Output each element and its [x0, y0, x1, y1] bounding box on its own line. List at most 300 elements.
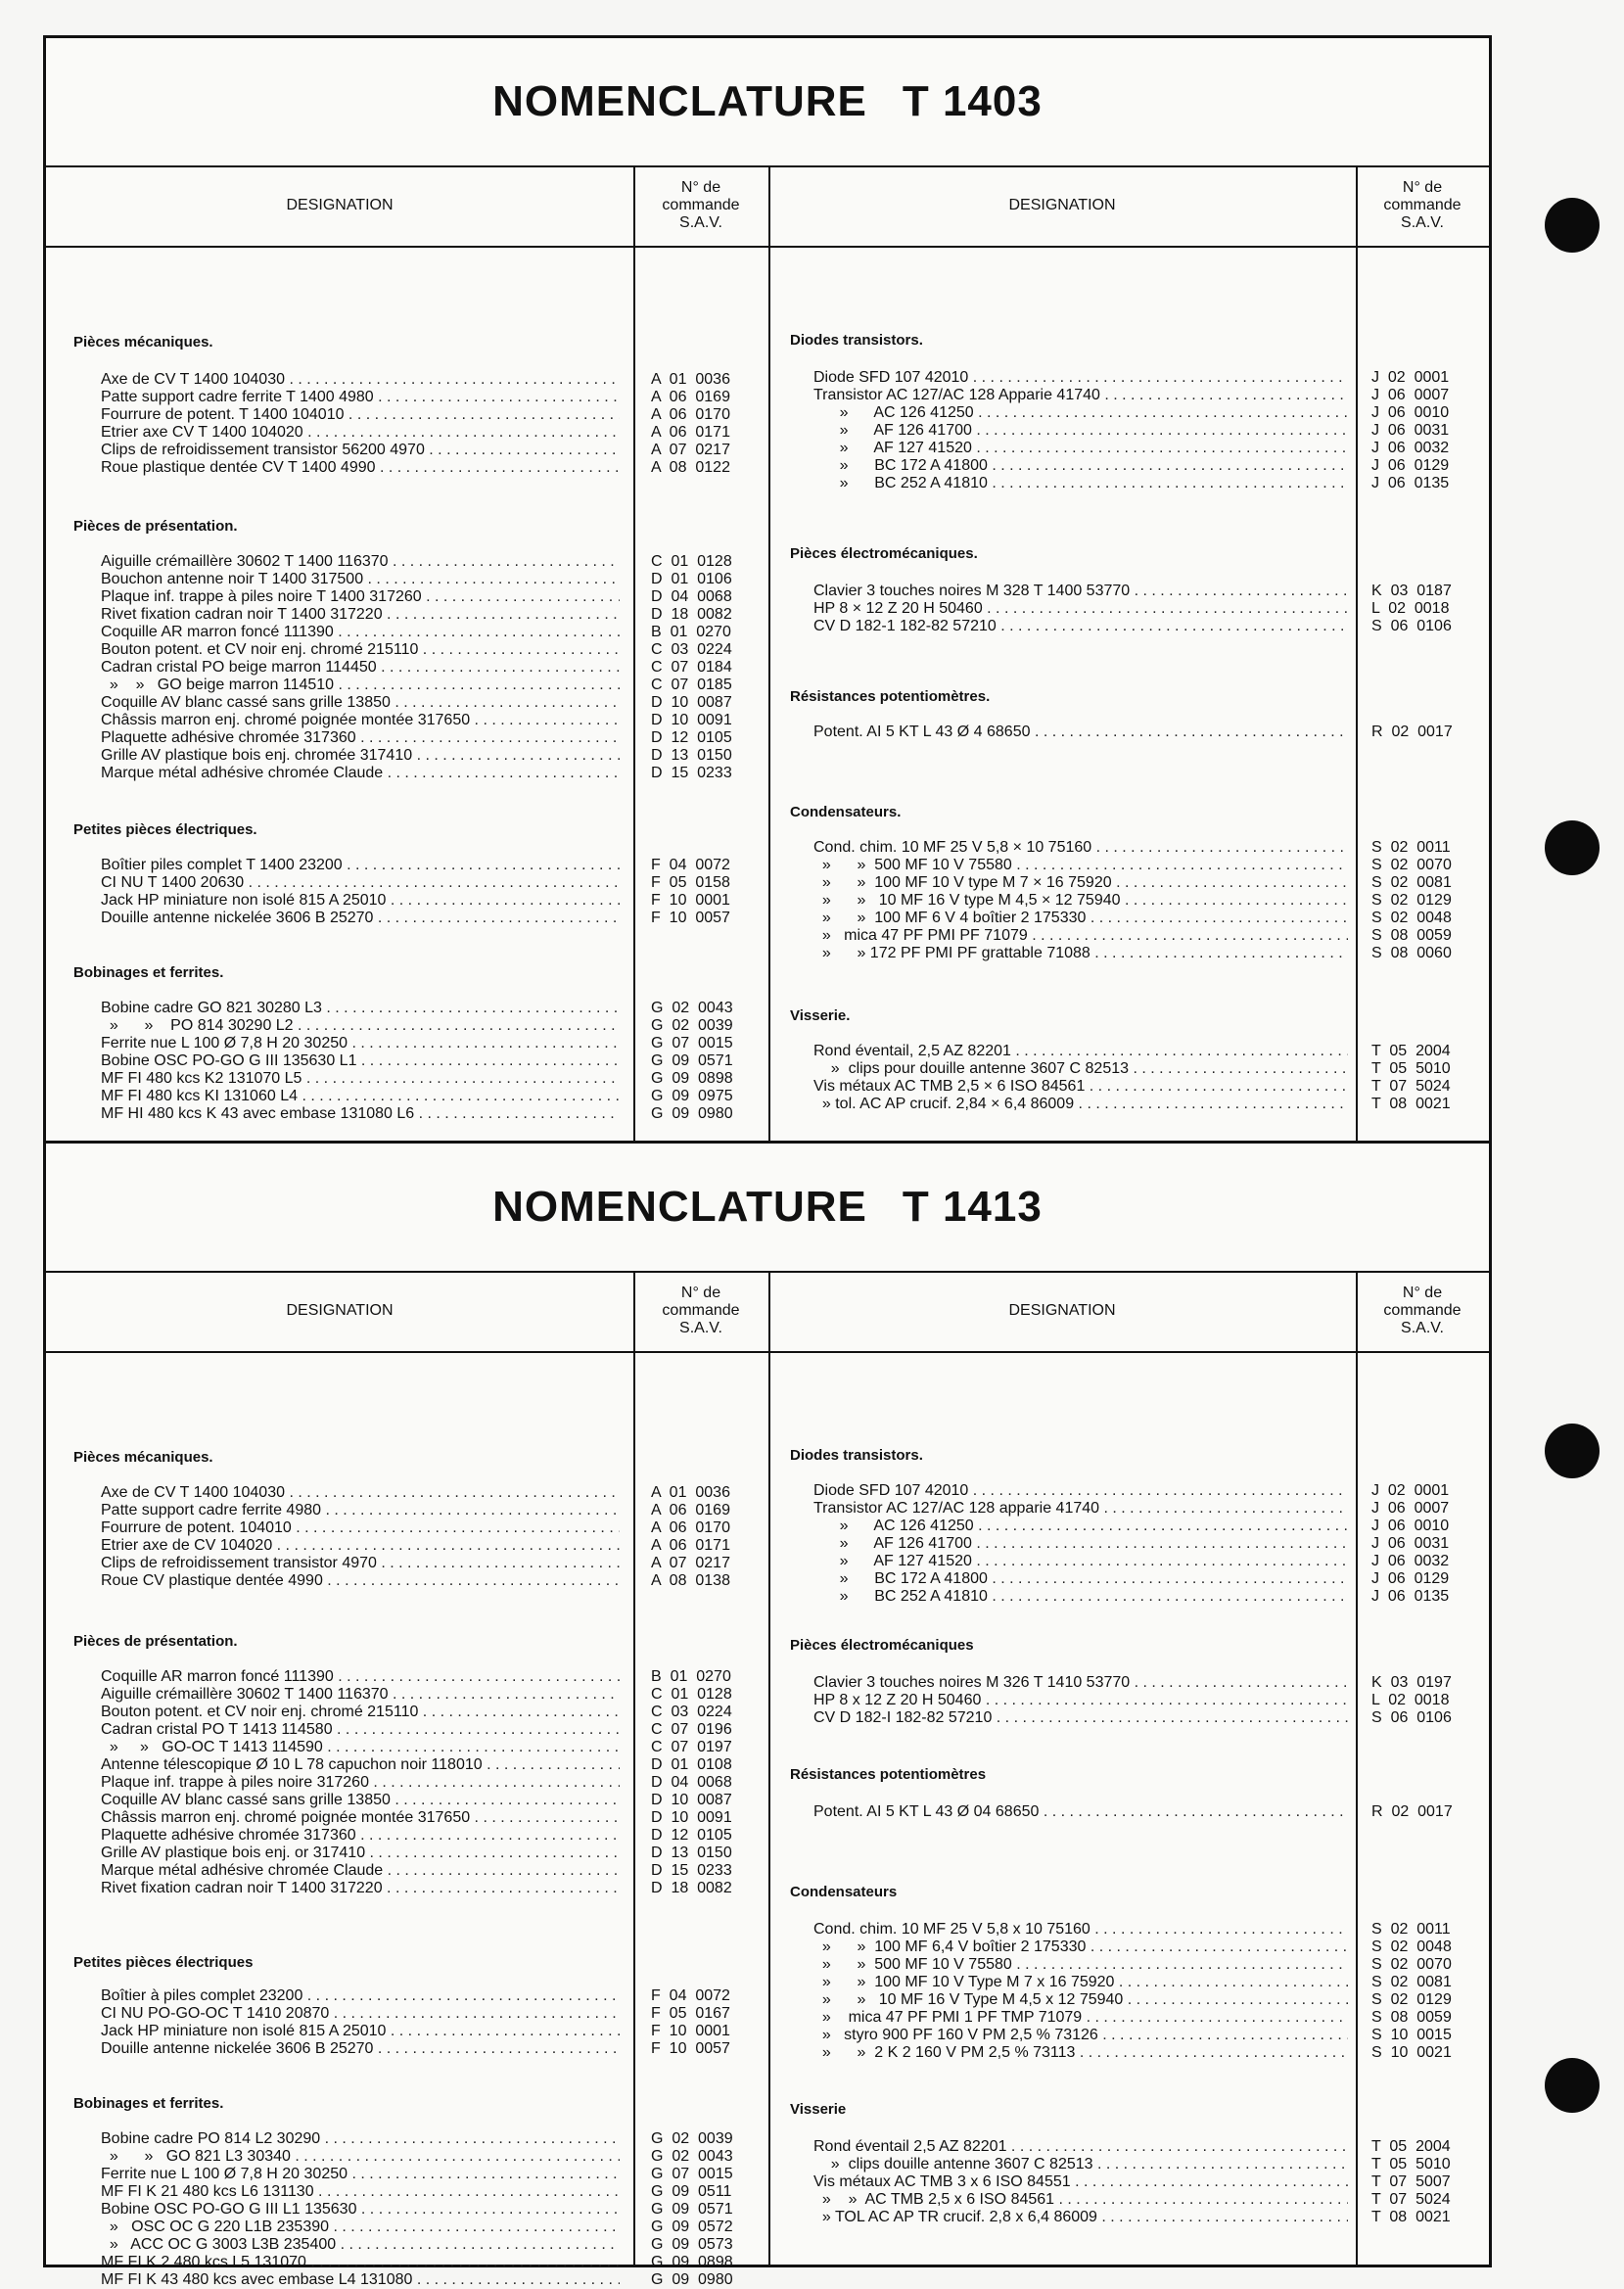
order-number: S 02 0048	[1371, 910, 1452, 926]
order-number: F 04 0072	[651, 857, 730, 873]
order-header-left: N° de commande S.A.V.	[633, 165, 768, 248]
order-number: F 05 0158	[651, 874, 730, 891]
order-number: G 07 0015	[651, 2166, 733, 2182]
list-item	[46, 694, 768, 712]
part-designation: » mica 47 PF PMI PF 71079 . . .	[813, 927, 1348, 945]
list-item	[768, 2044, 1489, 2062]
list-item	[768, 369, 1489, 387]
order-number: A 06 0170	[651, 1519, 730, 1536]
order-number: J 06 0010	[1371, 404, 1450, 421]
part-designation: Potent. AI 5 KT L 43 Ø 4 68650 . . .	[813, 724, 1348, 741]
order-number: D 18 0082	[651, 1880, 732, 1896]
order-number: S 02 0011	[1371, 1921, 1451, 1938]
title-prefix: NOMENCLATURE	[492, 77, 867, 125]
part-designation: Transistor AC 127/AC 128 apparie 41740 . . .	[813, 1500, 1348, 1518]
order-number: S 06 0106	[1371, 618, 1452, 634]
list-item	[46, 729, 768, 747]
order-number: J 06 0032	[1371, 440, 1450, 456]
list-item	[46, 2201, 768, 2219]
part-designation: Clavier 3 touches noires M 326 T 1410 53770 . . .	[813, 1674, 1348, 1692]
list-item	[768, 892, 1489, 910]
part-designation: Coquille AR marron foncé 111390 . . .	[101, 1668, 620, 1686]
list-item	[768, 2138, 1489, 2156]
order-number: J 06 0031	[1371, 1535, 1450, 1552]
list-item	[46, 1052, 768, 1070]
part-designation: Bobine OSC PO-GO G III L1 135630 . . .	[101, 2201, 620, 2219]
list-item	[46, 1572, 768, 1590]
list-item	[46, 1105, 768, 1123]
part-designation: Châssis marron enj. chromé poignée montée 317650 . . .	[101, 712, 620, 729]
order-number: J 06 0010	[1371, 1518, 1450, 1534]
list-item	[46, 1035, 768, 1052]
section-title: Petites pièces électriques.	[73, 821, 257, 838]
list-item	[768, 1553, 1489, 1570]
order-number: D 10 0087	[651, 1792, 732, 1808]
section-title: Diodes transistors.	[790, 1447, 923, 1464]
order-number: D 04 0068	[651, 588, 732, 605]
list-item	[768, 1674, 1489, 1692]
part-designation: » » 100 MF 10 V type M 7 × 16 75920 . . .	[813, 874, 1348, 892]
order-number: A 01 0036	[651, 1484, 730, 1501]
list-item	[768, 910, 1489, 927]
order-number: T 05 5010	[1371, 2156, 1451, 2172]
order-number: G 09 0975	[651, 1088, 733, 1104]
section-title: Bobinages et ferrites.	[73, 964, 224, 981]
order-number: G 02 0039	[651, 1017, 733, 1034]
part-designation: Etrier axe CV T 1400 104020 . . .	[101, 424, 620, 442]
list-item	[768, 1803, 1489, 1821]
order-number: J 06 0135	[1371, 1588, 1450, 1605]
part-designation: » tol. AC AP crucif. 2,84 × 6,4 86009 . . .	[813, 1096, 1348, 1113]
order-header-left: N° de commande S.A.V.	[633, 1271, 768, 1353]
divider	[768, 165, 770, 1141]
list-item	[46, 659, 768, 677]
list-item	[46, 1686, 768, 1704]
order-number: S 02 0070	[1371, 1956, 1452, 1973]
list-item	[46, 1845, 768, 1862]
list-item	[768, 1482, 1489, 1500]
title-prefix: NOMENCLATURE	[492, 1183, 867, 1231]
order-number: C 07 0197	[651, 1739, 732, 1755]
part-designation: Clips de refroidissement transistor 4970 . . .	[101, 1555, 620, 1572]
order-number: J 02 0001	[1371, 369, 1450, 386]
part-designation: » » 10 MF 16 V Type M 4,5 x 12 75940 . . .	[813, 1991, 1348, 2009]
part-designation: Roue plastique dentée CV T 1400 4990 . . .	[101, 459, 620, 477]
part-designation: Clavier 3 touches noires M 328 T 1400 53770 . . .	[813, 583, 1348, 600]
part-designation: » » 500 MF 10 V 75580 . . .	[813, 1956, 1348, 1974]
order-number: R 02 0017	[1371, 724, 1453, 740]
punch-hole-4	[1545, 2058, 1600, 2113]
order-number: T 08 0021	[1371, 1096, 1451, 1112]
list-item	[46, 2148, 768, 2166]
list-item	[768, 1692, 1489, 1709]
list-item	[768, 1518, 1489, 1535]
list-item	[768, 600, 1489, 618]
order-number: S 02 0011	[1371, 839, 1451, 856]
part-designation: Châssis marron enj. chromé poignée montée 317650 . . .	[101, 1809, 620, 1827]
list-item	[768, 724, 1489, 741]
section-title: Pièces de présentation.	[73, 1633, 238, 1650]
part-designation: CI NU T 1400 20630 . . .	[101, 874, 620, 892]
part-designation: Marque métal adhésive chromée Claude . . .	[101, 765, 620, 782]
part-designation: » AC 126 41250 . . .	[813, 1518, 1348, 1535]
order-number: J 06 0007	[1371, 387, 1450, 403]
list-item	[768, 404, 1489, 422]
list-item	[46, 1880, 768, 1897]
part-designation: Bouton potent. et CV noir enj. chromé 215110 . . .	[101, 641, 620, 659]
part-designation: Grille AV plastique bois enj. chromée 317410 . . .	[101, 747, 620, 765]
part-designation: » » GO-OC T 1413 114590 . . .	[101, 1739, 620, 1756]
order-number: S 08 0060	[1371, 945, 1452, 961]
order-number: A 06 0171	[651, 424, 730, 441]
list-item	[46, 588, 768, 606]
order-number: G 09 0980	[651, 1105, 733, 1122]
order-number: F 05 0167	[651, 2005, 730, 2022]
part-designation: HP 8 x 12 Z 20 H 50460 . . .	[813, 1692, 1348, 1709]
part-designation: Coquille AR marron foncé 111390 . . .	[101, 624, 620, 641]
part-designation: Douille antenne nickelée 3606 B 25270 . . .	[101, 910, 620, 927]
part-designation: Boîtier piles complet T 1400 23200 . . .	[101, 857, 620, 874]
list-item	[46, 2005, 768, 2023]
part-designation: » clips pour douille antenne 3607 C 82513 . . .	[813, 1060, 1348, 1078]
order-number: J 06 0007	[1371, 1500, 1450, 1517]
section-title: Condensateurs.	[790, 804, 902, 820]
part-designation: Ferrite nue L 100 Ø 7,8 H 20 30250 . . .	[101, 1035, 620, 1052]
list-item	[46, 765, 768, 782]
divider	[1356, 1271, 1358, 2265]
order-number: J 06 0031	[1371, 422, 1450, 439]
order-number: D 10 0091	[651, 712, 732, 728]
list-item	[768, 2191, 1489, 2209]
order-number: G 09 0980	[651, 2271, 733, 2288]
part-designation: Bouton potent. et CV noir enj. chromé 215110 . . .	[101, 1704, 620, 1721]
list-item	[768, 583, 1489, 600]
part-designation: » » GO 821 L3 30340 . . .	[101, 2148, 620, 2166]
part-designation: » AF 126 41700 . . .	[813, 1535, 1348, 1553]
order-number: S 06 0106	[1371, 1709, 1452, 1726]
part-designation: » » 100 MF 10 V Type M 7 x 16 75920 . . .	[813, 1974, 1348, 1991]
part-designation: MF FI K 43 480 kcs avec embase L4 131080 . . .	[101, 2271, 620, 2289]
order-number: F 10 0001	[651, 892, 730, 909]
order-number: D 12 0105	[651, 729, 732, 746]
order-header-right: N° de commande S.A.V.	[1356, 165, 1489, 248]
order-number: C 07 0185	[651, 677, 732, 693]
list-item	[46, 910, 768, 927]
list-item	[46, 874, 768, 892]
list-item	[46, 1519, 768, 1537]
list-item	[46, 406, 768, 424]
part-designation: MF FI 480 kcs K2 131070 L5 . . .	[101, 1070, 620, 1088]
part-designation: MF HI 480 kcs K 43 avec embase 131080 L6 . . .	[101, 1105, 620, 1123]
list-item	[768, 839, 1489, 857]
punch-hole-3	[1545, 1424, 1600, 1478]
list-item	[46, 677, 768, 694]
section-title: Visserie	[790, 2101, 847, 2118]
list-item	[768, 2009, 1489, 2027]
part-designation: Axe de CV T 1400 104030 . . .	[101, 1484, 620, 1502]
part-designation: Bobine OSC PO-GO G III 135630 L1 . . .	[101, 1052, 620, 1070]
part-designation: » » 172 PF PMI PF grattable 71088 . . .	[813, 945, 1348, 962]
list-item	[46, 442, 768, 459]
list-item	[46, 1827, 768, 1845]
part-designation: » ACC OC G 3003 L3B 235400 . . .	[101, 2236, 620, 2254]
list-item	[768, 1060, 1489, 1078]
divider	[1356, 165, 1358, 1141]
part-designation: » BC 172 A 41800 . . .	[813, 1570, 1348, 1588]
order-number: A 06 0170	[651, 406, 730, 423]
part-designation: Plaquette adhésive chromée 317360 . . .	[101, 729, 620, 747]
list-item	[46, 892, 768, 910]
order-number: G 09 0898	[651, 1070, 733, 1087]
part-designation: Grille AV plastique bois enj. or 317410 . . .	[101, 1845, 620, 1862]
order-number: G 09 0573	[651, 2236, 733, 2253]
list-item	[768, 2027, 1489, 2044]
list-item	[768, 1096, 1489, 1113]
part-designation: Aiguille crémaillère 30602 T 1400 116370 . . .	[101, 553, 620, 571]
list-item	[768, 387, 1489, 404]
section-title: Condensateurs	[790, 1884, 898, 1900]
order-number: D 15 0233	[651, 1862, 732, 1879]
list-item	[46, 1484, 768, 1502]
part-designation: MF FI K 21 480 kcs L6 131130 . . .	[101, 2183, 620, 2201]
order-number: C 07 0184	[651, 659, 732, 676]
part-designation: Marque métal adhésive chromée Claude . . .	[101, 1862, 620, 1880]
list-item	[46, 1809, 768, 1827]
part-designation: CI NU PO-GO-OC T 1410 20870 . . .	[101, 2005, 620, 2023]
order-number: T 08 0021	[1371, 2209, 1451, 2225]
order-number: C 03 0224	[651, 1704, 732, 1720]
part-designation: Jack HP miniature non isolé 815 A 25010 . . .	[101, 892, 620, 910]
nomenclature-table-t1403	[43, 35, 1492, 1144]
list-item	[46, 1987, 768, 2005]
list-item	[768, 440, 1489, 457]
list-item	[768, 2156, 1489, 2173]
model-number: T 1403	[902, 77, 1043, 125]
part-designation: » TOL AC AP TR crucif. 2,8 x 6,4 86009 . . .	[813, 2209, 1348, 2226]
order-number: F 10 0057	[651, 2040, 730, 2057]
list-item	[768, 1500, 1489, 1518]
order-number: G 02 0039	[651, 2130, 733, 2147]
part-designation: Fourrure de potent. T 1400 104010 . . .	[101, 406, 620, 424]
order-number: S 02 0081	[1371, 1974, 1452, 1990]
order-number: D 15 0233	[651, 765, 732, 781]
list-item	[46, 1792, 768, 1809]
order-number: C 07 0196	[651, 1721, 732, 1738]
order-number: T 07 5024	[1371, 1078, 1451, 1095]
list-item	[768, 1974, 1489, 1991]
list-item	[46, 1088, 768, 1105]
section-title: Pièces électromécaniques	[790, 1637, 974, 1654]
part-designation: Bobine cadre GO 821 30280 L3 . . .	[101, 1000, 620, 1017]
list-item	[46, 1774, 768, 1792]
list-item	[768, 1921, 1489, 1939]
table-title	[46, 1144, 1489, 1273]
list-item	[768, 945, 1489, 962]
section-title: Pièces de présentation.	[73, 518, 238, 535]
list-item	[768, 1588, 1489, 1606]
part-designation: Douille antenne nickelée 3606 B 25270 . . .	[101, 2040, 620, 2058]
part-designation: Cond. chim. 10 MF 25 V 5,8 x 10 75160 . . .	[813, 1921, 1348, 1939]
part-designation: CV D 182-1 182-82 57210 . . .	[813, 618, 1348, 635]
part-designation: » AF 126 41700 . . .	[813, 422, 1348, 440]
part-designation: MF FI K 2 480 kcs L5 131070 . . .	[101, 2254, 620, 2271]
part-designation: » » 100 MF 6,4 V boîtier 2 175330 . . .	[813, 1939, 1348, 1956]
list-item	[46, 2183, 768, 2201]
order-number: T 07 5007	[1371, 2173, 1451, 2190]
order-number: G 09 0572	[651, 2219, 733, 2235]
section-title: Pièces mécaniques.	[73, 334, 213, 350]
punch-hole-2	[1545, 820, 1600, 875]
order-number: L 02 0018	[1371, 600, 1450, 617]
order-number: G 07 0015	[651, 1035, 733, 1051]
list-item	[768, 618, 1489, 635]
part-designation: Ferrite nue L 100 Ø 7,8 H 20 30250 . . .	[101, 2166, 620, 2183]
part-designation: » BC 172 A 41800 . . .	[813, 457, 1348, 475]
list-item	[46, 857, 768, 874]
part-designation: » BC 252 A 41810 . . .	[813, 475, 1348, 492]
designation-header-right: DESIGNATION	[768, 1271, 1356, 1353]
order-number: J 02 0001	[1371, 1482, 1450, 1499]
order-number: S 10 0021	[1371, 2044, 1452, 2061]
part-designation: Etrier axe de CV 104020 . . .	[101, 1537, 620, 1555]
order-number: D 18 0082	[651, 606, 732, 623]
order-number: A 07 0217	[651, 1555, 730, 1571]
order-number: J 06 0032	[1371, 1553, 1450, 1569]
list-item	[46, 641, 768, 659]
order-number: G 09 0571	[651, 2201, 733, 2218]
order-number: A 08 0138	[651, 1572, 730, 1589]
list-item	[46, 2130, 768, 2148]
part-designation: Jack HP miniature non isolé 815 A 25010 . . .	[101, 2023, 620, 2040]
designation-header-right: DESIGNATION	[768, 165, 1356, 248]
order-number: D 10 0091	[651, 1809, 732, 1826]
order-number: S 08 0059	[1371, 2009, 1452, 2026]
list-item	[46, 371, 768, 389]
part-designation: » » 2 K 2 160 V PM 2,5 % 73113 . . .	[813, 2044, 1348, 2062]
part-designation: Axe de CV T 1400 104030 . . .	[101, 371, 620, 389]
part-designation: Plaque inf. trappe à piles noire 317260 . . .	[101, 1774, 620, 1792]
list-item	[46, 1862, 768, 1880]
list-item	[46, 459, 768, 477]
part-designation: Fourrure de potent. 104010 . . .	[101, 1519, 620, 1537]
part-designation: » AF 127 41520 . . .	[813, 440, 1348, 457]
part-designation: HP 8 × 12 Z 20 H 50460 . . .	[813, 600, 1348, 618]
punch-hole-1	[1545, 198, 1600, 253]
part-designation: Antenne télescopique Ø 10 L 78 capuchon noir 118010 . . .	[101, 1756, 620, 1774]
part-designation: » BC 252 A 41810 . . .	[813, 1588, 1348, 1606]
order-number: K 03 0197	[1371, 1674, 1452, 1691]
part-designation: » » PO 814 30290 L2 . . .	[101, 1017, 620, 1035]
part-designation: Diode SFD 107 42010 . . .	[813, 369, 1348, 387]
model-number: T 1413	[902, 1183, 1043, 1231]
part-designation: Bobine cadre PO 814 L2 30290 . . .	[101, 2130, 620, 2148]
list-item	[46, 2254, 768, 2271]
part-designation: » AC 126 41250 . . .	[813, 404, 1348, 422]
list-item	[46, 571, 768, 588]
part-designation: Potent. AI 5 KT L 43 Ø 04 68650 . . .	[813, 1803, 1348, 1821]
part-designation: Plaque inf. trappe à piles noire T 1400 317260 . . .	[101, 588, 620, 606]
list-item	[46, 2219, 768, 2236]
list-item	[46, 1070, 768, 1088]
list-item	[768, 2173, 1489, 2191]
part-designation: » OSC OC G 220 L1B 235390 . . .	[101, 2219, 620, 2236]
order-number: D 12 0105	[651, 1827, 732, 1844]
divider	[768, 1271, 770, 2265]
order-number: F 10 0001	[651, 2023, 730, 2039]
order-number: T 05 2004	[1371, 2138, 1451, 2155]
order-number: L 02 0018	[1371, 1692, 1450, 1708]
order-number: D 01 0106	[651, 571, 732, 587]
list-item	[46, 1721, 768, 1739]
order-number: S 08 0059	[1371, 927, 1452, 944]
order-number: G 09 0898	[651, 2254, 733, 2270]
part-designation: Vis métaux AC TMB 2,5 × 6 ISO 84561 . . .	[813, 1078, 1348, 1096]
list-item	[46, 1000, 768, 1017]
part-designation: » » 500 MF 10 V 75580 . . .	[813, 857, 1348, 874]
order-number: G 09 0571	[651, 1052, 733, 1069]
list-item	[46, 2166, 768, 2183]
order-number: C 01 0128	[651, 1686, 732, 1703]
part-designation: Rond éventail, 2,5 AZ 82201 . . .	[813, 1043, 1348, 1060]
list-item	[46, 712, 768, 729]
part-designation: » mica 47 PF PMI 1 PF TMP 71079 . . .	[813, 2009, 1348, 2027]
list-item	[46, 1739, 768, 1756]
order-number: S 10 0015	[1371, 2027, 1452, 2043]
order-number: D 10 0087	[651, 694, 732, 711]
list-item	[768, 422, 1489, 440]
list-item	[46, 624, 768, 641]
order-number: J 06 0129	[1371, 1570, 1450, 1587]
part-designation: Cadran cristal PO T 1413 114580 . . .	[101, 1721, 620, 1739]
section-title: Visserie.	[790, 1007, 851, 1024]
order-number: R 02 0017	[1371, 1803, 1453, 1820]
list-item	[768, 1991, 1489, 2009]
list-item	[46, 2236, 768, 2254]
list-item	[46, 1704, 768, 1721]
order-number: G 02 0043	[651, 1000, 733, 1016]
order-number: J 06 0135	[1371, 475, 1450, 491]
list-item	[46, 747, 768, 765]
list-item	[768, 927, 1489, 945]
part-designation: Bouchon antenne noir T 1400 317500 . . .	[101, 571, 620, 588]
part-designation: » AF 127 41520 . . .	[813, 1553, 1348, 1570]
order-number: S 02 0129	[1371, 892, 1452, 909]
order-number: D 13 0150	[651, 1845, 732, 1861]
list-item	[46, 389, 768, 406]
order-number: F 04 0072	[651, 1987, 730, 2004]
list-item	[768, 1939, 1489, 1956]
list-item	[768, 1078, 1489, 1096]
part-designation: » » 100 MF 6 V 4 boîtier 2 175330 . . .	[813, 910, 1348, 927]
part-designation: Aiguille crémaillère 30602 T 1400 116370 . . .	[101, 1686, 620, 1704]
part-designation: Transistor AC 127/AC 128 Apparie 41740 . . .	[813, 387, 1348, 404]
part-designation: Rivet fixation cadran noir T 1400 317220 . . .	[101, 606, 620, 624]
list-item	[46, 553, 768, 571]
order-number: T 05 2004	[1371, 1043, 1451, 1059]
order-number: K 03 0187	[1371, 583, 1452, 599]
table-title	[46, 38, 1489, 167]
list-item	[46, 2023, 768, 2040]
part-designation: Cadran cristal PO beige marron 114450 . . .	[101, 659, 620, 677]
order-number: S 02 0129	[1371, 1991, 1452, 2008]
part-designation: Patte support cadre ferrite T 1400 4980 . . .	[101, 389, 620, 406]
order-number: A 01 0036	[651, 371, 730, 388]
order-number: A 06 0171	[651, 1537, 730, 1554]
order-number: J 06 0129	[1371, 457, 1450, 474]
order-number: G 09 0511	[651, 2183, 732, 2200]
part-designation: » » 10 MF 16 V type M 4,5 × 12 75940 . . .	[813, 892, 1348, 910]
part-designation: » styro 900 PF 160 V PM 2,5 % 73126 . . .	[813, 2027, 1348, 2044]
